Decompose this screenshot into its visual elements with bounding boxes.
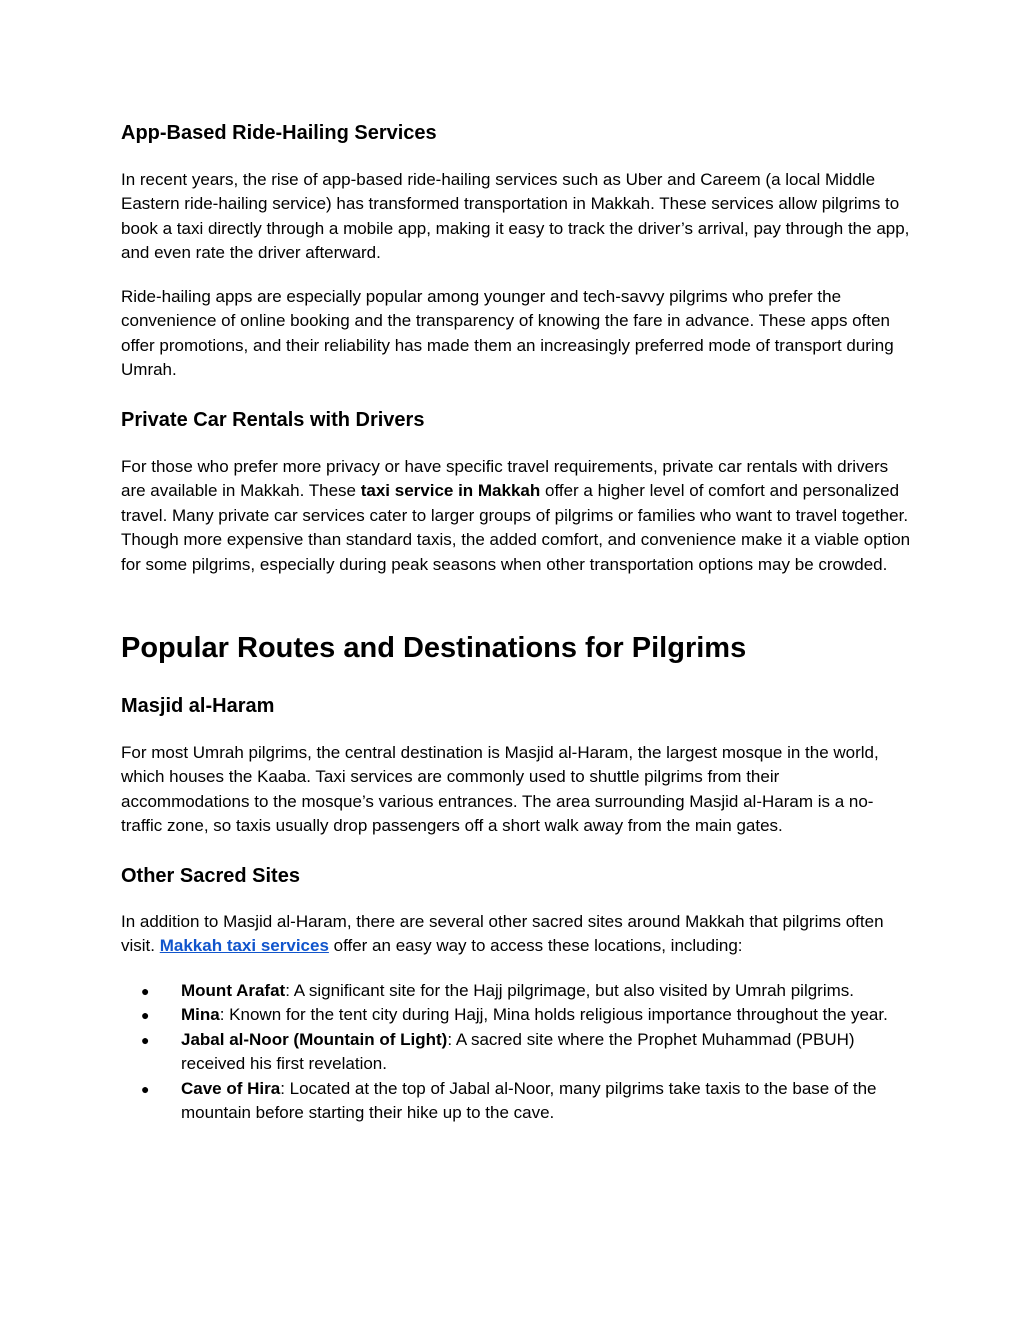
bullet-icon: ● xyxy=(141,1080,150,1097)
paragraph-masjid-al-haram: For most Umrah pilgrims, the central destination is Masjid al-Haram, the largest mosque in the world, which houses the Kaaba. Taxi services are commonly used to shuttle pilgrims from their accommodations to the mosque’s various entrances. The area surrounding Masjid al-Haram is a no-traffic zone, so taxis usually drop passengers off a short walk away from the main gates. xyxy=(121,743,879,836)
sacred-sites-list xyxy=(121,979,911,1125)
heading-other-sacred-sites: Other Sacred Sites xyxy=(121,865,300,887)
text-run: offer an easy way to access these locations, including: xyxy=(328,936,743,956)
list-item-text: : Known for the tent city during Hajj, Mina holds religious importance throughout the year. xyxy=(219,1005,888,1025)
bullet-icon: ● xyxy=(141,983,150,999)
heading-app-based-ride-hailing: App-Based Ride-Hailing Services xyxy=(121,122,437,144)
list-item-cave-of-hira xyxy=(121,1077,911,1126)
heading-popular-routes: Popular Routes and Destinations for Pilgrims xyxy=(121,632,747,664)
list-item-title: Jabal al-Noor (Mountain of Light) xyxy=(181,1029,448,1049)
list-item-title: Cave of Hira xyxy=(181,1078,281,1098)
bullet-icon: ● xyxy=(141,1031,150,1048)
heading-masjid-al-haram: Masjid al-Haram xyxy=(121,695,275,717)
paragraph-ride-hailing-popularity: Ride-hailing apps are especially popular among younger and tech-savvy pilgrims who prefer the convenience of online booking and the transparency of knowing the fare in advance. These apps often offer promotions, and their reliability has made them an increasingly preferred mode of transport during Umrah. xyxy=(121,287,894,380)
list-item-mount-arafat xyxy=(121,979,911,1003)
list-item-jabal-al-noor xyxy=(121,1028,911,1077)
makkah-taxi-services-link[interactable]: Makkah taxi services xyxy=(159,936,329,956)
list-item-text: : A sacred site where the Prophet Muhammad (PBUH) received his first revelation. xyxy=(181,1029,855,1074)
list-item-text: : Located at the top of Jabal al-Noor, many pilgrims take taxis to the base of the mountain before starting their hike up to the cave. xyxy=(181,1078,877,1123)
heading-private-car-rentals: Private Car Rentals with Drivers xyxy=(121,409,425,431)
list-item-title: Mina xyxy=(181,1005,220,1025)
list-item-text: : A significant site for the Hajj pilgrimage, but also visited by Umrah pilgrims. xyxy=(285,981,854,1000)
paragraph-ride-hailing-intro: In recent years, the rise of app-based ride-hailing services such as Uber and Careem (a local Middle Eastern ride-hailing service) has transformed transportation in Makkah. These services allow pilgrims to book a taxi directly through a mobile app, making it easy to track the driver’s arrival, pay through the app, and even rate the driver afterward. xyxy=(121,170,910,263)
text-run: In addition to Masjid al-Haram, there are several other sacred sites around Makkah that pilgrims often visit. xyxy=(121,912,884,956)
paragraph-other-sacred-sites xyxy=(121,910,911,959)
list-item-mina xyxy=(121,1003,911,1027)
bold-phrase-taxi-service: taxi service in Makkah xyxy=(360,481,541,501)
text-run: offer a higher level of comfort and personalized travel. Many private car services cater to larger groups of pilgrims or families who want to travel together. Though more expensive than standard taxis, the added comfort, and convenience make it a viable option for some pilgrims, especially during peak seasons when other transportation options may be crowded. xyxy=(121,481,911,574)
paragraph-private-car-rentals xyxy=(121,455,911,577)
text-run: For those who prefer more privacy or have specific travel requirements, private car rentals with drivers are available in Makkah. These xyxy=(121,457,889,501)
list-item-title: Mount Arafat xyxy=(181,981,286,1000)
bullet-icon: ● xyxy=(141,1007,150,1024)
